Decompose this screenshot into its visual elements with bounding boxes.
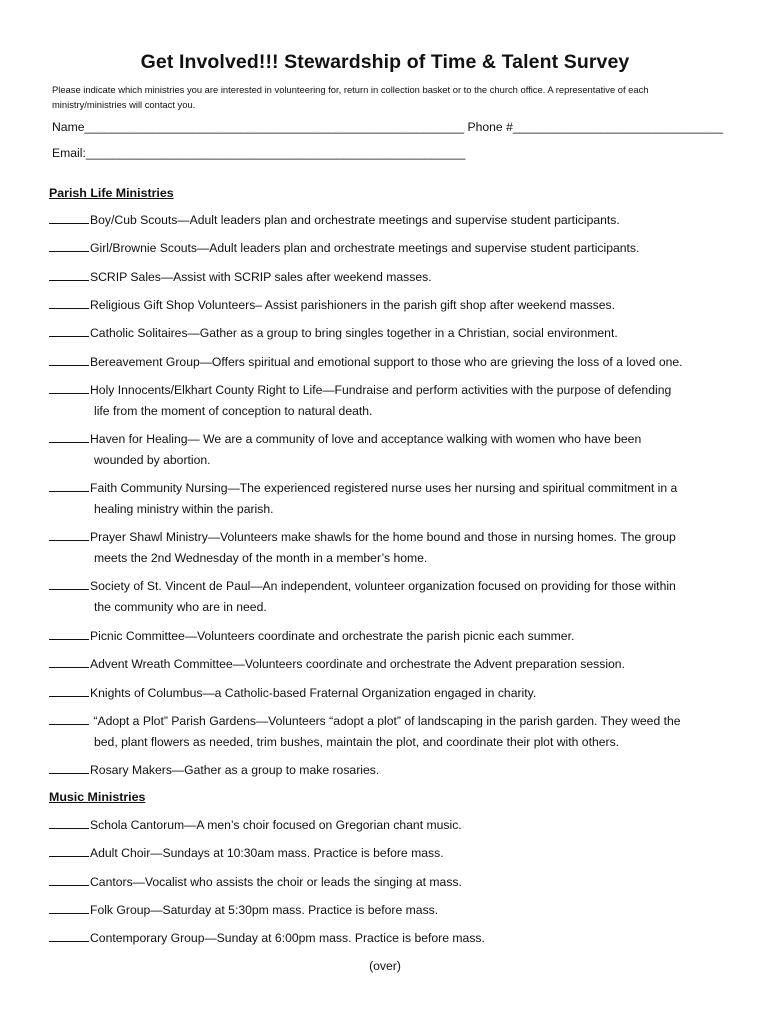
checkbox-blank[interactable] — [49, 380, 89, 394]
item-text: Society of St. Vincent de Paul—An independent, volunteer organization focused on providing for those within — [90, 579, 676, 593]
item-text: Catholic Solitaires—Gather as a group to bring singles together in a Christian, social environment. — [90, 326, 618, 340]
item-text: Cantors—Vocalist who assists the choir or leads the singing at mass. — [90, 875, 462, 889]
ministry-item[interactable] — [49, 815, 729, 836]
ministry-item[interactable] — [49, 295, 729, 316]
ministry-item[interactable] — [49, 760, 729, 781]
ministry-item[interactable] — [49, 527, 729, 568]
checkbox-blank[interactable] — [49, 323, 89, 337]
item-text: Knights of Columbus—a Catholic-based Fraternal Organization engaged in charity. — [90, 686, 537, 700]
ministry-item[interactable] — [49, 843, 729, 864]
item-text: Faith Community Nursing—The experienced registered nurse uses her nursing and spiritual commitment in a — [90, 481, 678, 495]
checkbox-blank[interactable] — [49, 527, 89, 541]
checkbox-blank[interactable] — [49, 352, 89, 366]
item-text: Contemporary Group—Sunday at 6:00pm mass. Practice is before mass. — [90, 931, 485, 945]
item-text: Schola Cantorum—A men’s choir focused on Gregorian chant music. — [90, 818, 462, 832]
checkbox-blank[interactable] — [49, 267, 89, 281]
parish-life-heading: Parish Life Ministries — [49, 186, 174, 200]
checkbox-blank[interactable] — [49, 626, 89, 640]
ministry-item[interactable] — [49, 683, 729, 704]
checkbox-blank[interactable] — [49, 928, 89, 942]
ministry-item[interactable] — [49, 267, 729, 288]
item-text: Girl/Brownie Scouts—Adult leaders plan and orchestrate meetings and supervise student participants. — [90, 241, 640, 255]
ministry-item[interactable] — [49, 478, 729, 519]
checkbox-blank[interactable] — [49, 760, 89, 774]
checkbox-blank[interactable] — [49, 295, 89, 309]
checkbox-blank[interactable] — [49, 872, 89, 886]
checkbox-blank[interactable] — [49, 429, 89, 443]
item-text: Bereavement Group—Offers spiritual and emotional support to those who are grieving the loss of a loved one. — [90, 355, 683, 369]
item-text: Boy/Cub Scouts—Adult leaders plan and orchestrate meetings and supervise student participants. — [90, 213, 620, 227]
item-text-cont: healing ministry within the parish. — [94, 501, 274, 516]
ministry-item[interactable] — [49, 576, 729, 617]
ministry-item[interactable] — [49, 380, 729, 421]
music-ministries-heading: Music Ministries — [49, 790, 146, 804]
item-text-cont: bed, plant flowers as needed, trim bushes, maintain the plot, and coordinate their plot with others. — [94, 734, 620, 749]
page-title: Get Involved!!! Stewardship of Time & Talent Survey — [140, 51, 630, 73]
ministry-item[interactable] — [49, 323, 729, 344]
item-text: SCRIP Sales—Assist with SCRIP sales after weekend masses. — [90, 270, 432, 284]
item-text: Picnic Committee—Volunteers coordinate and orchestrate the parish picnic each summer. — [90, 629, 575, 643]
item-text: Religious Gift Shop Volunteers– Assist parishioners in the parish gift shop after weekend masses. — [90, 298, 616, 312]
item-text: Folk Group—Saturday at 5:30pm mass. Practice is before mass. — [90, 903, 439, 917]
ministry-item[interactable] — [49, 711, 729, 752]
item-text: Adult Choir—Sundays at 10:30am mass. Practice is before mass. — [90, 846, 444, 860]
item-text: Rosary Makers—Gather as a group to make rosaries. — [90, 763, 380, 777]
name-phone-field[interactable]: Name________________________________________________________ Phone #_______________________________ — [52, 120, 723, 134]
checkbox-blank[interactable] — [49, 478, 89, 492]
checkbox-blank[interactable] — [49, 900, 89, 914]
item-text: Advent Wreath Committee—Volunteers coordinate and orchestrate the Advent preparation session. — [90, 657, 625, 671]
item-text: Holy Innocents/Elkhart County Right to Life—Fundraise and perform activities with the purpose of defending — [90, 383, 672, 397]
item-text-cont: meets the 2nd Wednesday of the month in a member’s home. — [94, 550, 428, 565]
checkbox-blank[interactable] — [49, 843, 89, 857]
ministry-item[interactable] — [49, 352, 729, 373]
checkbox-blank[interactable] — [49, 683, 89, 697]
ministry-item[interactable] — [49, 654, 729, 675]
ministry-item[interactable] — [49, 626, 729, 647]
ministry-item[interactable] — [49, 210, 729, 231]
item-text: “Adopt a Plot” Parish Gardens—Volunteers “adopt a plot” of landscaping in the parish garden. They weed the — [90, 714, 681, 728]
checkbox-blank[interactable] — [49, 654, 89, 668]
checkbox-blank[interactable] — [49, 576, 89, 590]
email-field[interactable]: Email:________________________________________________________ — [52, 146, 466, 160]
ministry-item[interactable] — [49, 238, 729, 259]
item-text: Haven for Healing— We are a community of love and acceptance walking with women who have been — [90, 432, 642, 446]
instructions-text: Please indicate which ministries you are interested in volunteering for, return in collection basket or to the church office. A representative of each ministry/ministries will contact you. — [52, 84, 649, 110]
page-footer-over: (over) — [369, 959, 401, 973]
ministry-item[interactable] — [49, 928, 729, 949]
checkbox-blank[interactable] — [49, 238, 89, 252]
ministry-item[interactable] — [49, 429, 729, 470]
item-text-cont: wounded by abortion. — [94, 452, 211, 467]
ministry-item[interactable] — [49, 872, 729, 893]
item-text: Prayer Shawl Ministry—Volunteers make shawls for the home bound and those in nursing homes. The group — [90, 530, 676, 544]
ministry-item[interactable] — [49, 900, 729, 921]
checkbox-blank[interactable] — [49, 711, 89, 725]
checkbox-blank[interactable] — [49, 210, 89, 224]
item-text-cont: the community who are in need. — [94, 599, 267, 614]
item-text-cont: life from the moment of conception to natural death. — [94, 403, 373, 418]
checkbox-blank[interactable] — [49, 815, 89, 829]
